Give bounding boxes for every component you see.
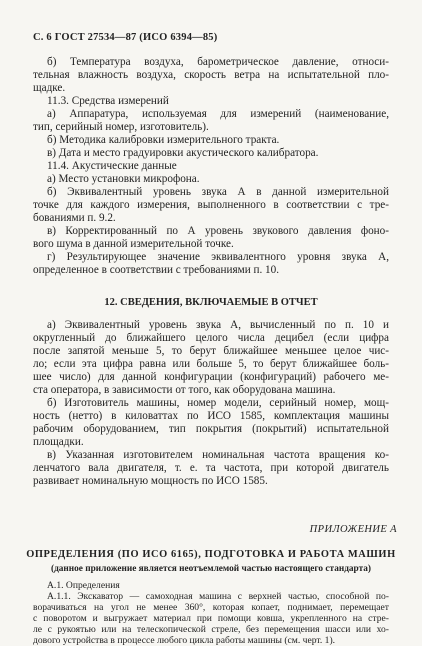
page-header: С. 6 ГОСТ 27534—87 (ИСО 6394—85) — [33, 32, 218, 43]
paragraph-line: тельная влажность воздуха, скорость ветра на испытательной пло- — [33, 69, 389, 81]
paragraph-line: в) Указанная изготовителем номинальная частота вращения ко- — [47, 449, 389, 461]
paragraph-line: ле с рукоятью или на телескопической стреле, без перемещения шасси или хо- — [33, 624, 389, 635]
paragraph-line: рабочим оборудованием, тип покрытия (покрытий) испытательной — [33, 423, 389, 435]
paragraph-line: ло; если эта цифра равна или больше 5, то берут ближайшее боль- — [33, 358, 389, 370]
appendix-note: (данное приложение является неотъемлемой частью настоящего стандарта) — [50, 564, 372, 574]
subsection-title: А.1. Определения — [47, 580, 120, 591]
paragraph-line: А.1.1. Экскаватор — самоходная машина с верхней частью, способной по- — [47, 591, 389, 602]
paragraph-line: развивает номинальную мощность по ИСО 1585. — [33, 475, 268, 487]
paragraph-line: определенное в соответствии с требованиями п. 10. — [33, 264, 280, 276]
paragraph-line: точке для каждого измерения, выполненного в соответствии с тре- — [33, 199, 389, 211]
paragraph-line: ста оператора, в зависимости от того, как оборудована машина. — [33, 384, 336, 396]
subsection-title: 11.4. Акустические данные — [47, 160, 177, 172]
paragraph-line: ность (нетто) в киловаттах по ИСО 1585, комплектация машины — [33, 410, 389, 422]
paragraph-line: после запятой меньше 5, то берут ближайшее меньшее целое чис- — [33, 345, 389, 357]
paragraph-line: б) Изготовитель машины, номер модели, серийный номер, мощ- — [47, 397, 389, 409]
paragraph-line: б) Эквивалентный уровень звука А в данной измерительной — [47, 186, 389, 198]
paragraph-line: бованиями п. 9.2. — [33, 212, 116, 224]
paragraph-line: а) Эквивалентный уровень звука А, вычисленный по п. 10 и — [47, 319, 389, 331]
paragraph-line: б) Температура воздуха, барометрическое давление, относи- — [47, 56, 389, 68]
paragraph-line: тип, серийный номер, изготовитель). — [33, 121, 209, 133]
paragraph-line: вого шума в данной измерительной точке. — [33, 238, 234, 250]
paragraph-line: площадки. — [33, 436, 84, 448]
appendix-label: ПРИЛОЖЕНИЕ А — [309, 524, 397, 535]
paragraph-line: с поворотом и выгружает материал при помощи ковша, укрепленного на стре- — [33, 613, 389, 624]
paragraph-line: дового устройства в процессе любого цикла работы машины (см. черт. 1). — [33, 635, 336, 646]
paragraph-line: округленный до ближайшего целого числа децибел (если цифра — [33, 332, 389, 344]
appendix-title: ОПРЕДЕЛЕНИЯ (ПО ИСО 6165), ПОДГОТОВКА И РАБОТА МАШИН — [26, 549, 396, 560]
paragraph-line: в) Дата и место градуировки акустического калибратора. — [47, 147, 319, 159]
paragraph-line: б) Методика калибровки измерительного тракта. — [47, 134, 280, 146]
paragraph-line: г) Результирующее значение эквивалентного уровня звука А, — [47, 251, 389, 263]
subsection-title: 11.3. Средства измерений — [47, 95, 169, 107]
section-title: 12. СВЕДЕНИЯ, ВКЛЮЧАЕМЫЕ В ОТЧЕТ — [104, 297, 318, 308]
paragraph-line: шее число) для данной конфигурации (конфигураций) рабочего ме- — [33, 371, 389, 383]
paragraph-line: а) Место установки микрофона. — [47, 173, 200, 185]
paragraph-line: щадке. — [33, 82, 66, 94]
paragraph-line: ворачиваться на угол не менее 360°, которая копает, поднимает, перемещает — [33, 602, 389, 613]
paragraph-line: в) Корректированный по А уровень звукового давления фоно- — [47, 225, 389, 237]
paragraph-line: а) Аппаратура, используемая для измерений (наименование, — [47, 108, 389, 120]
paragraph-line: ленчатого вала двигателя, т. е. та частота, при которой двигатель — [33, 462, 389, 474]
